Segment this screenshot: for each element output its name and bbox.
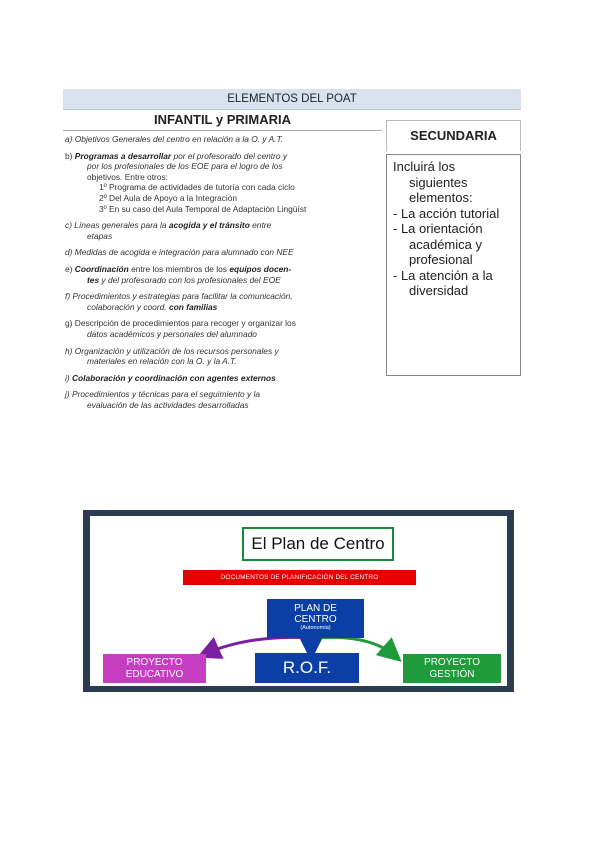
poat-table [63, 89, 521, 451]
list-item: e) Coordinación entre los miembros de los equipos docen- tes y del profesorado con los profesionales del EOE [65, 263, 292, 285]
plan-diagram-canvas [90, 516, 507, 686]
list-item: c) Líneas generales para la acogida y el tránsito entre etapas [65, 220, 272, 241]
list-item: j) Procedimientos y técnicas para el seguimiento y la evaluación de las actividades desarrolladas [65, 389, 261, 410]
poat-items-list [63, 131, 382, 410]
list-item: a) Objetivos Generales del centro en relación a la O. y A.T. [65, 134, 284, 144]
plan-de-centro-diagram [83, 510, 514, 692]
proyecto-gestion-box: PROYECTO GESTIÓN [403, 654, 501, 683]
documentos-banner: DOCUMENTOS DE PLANIFICACIÓN DEL CENTRO [183, 570, 416, 585]
poat-header: ELEMENTOS DEL POAT [63, 89, 521, 110]
plan-de-centro-box: PLAN DE CENTRO (Autonomía) [267, 599, 364, 638]
secundaria-column [386, 110, 521, 451]
list-item: f) Procedimientos y estrategias para facilitar la comunicación, colaboración y coord. con familias [65, 291, 293, 312]
arrow-to-proyecto-educativo [205, 637, 315, 654]
list-item: b) Programas a desarrollar por el profesorado del centro y por los profesionales de los EOE para el logro de los objetivos. Entre otros: 1º Programa de actividades de tutoría con cada ciclo 2º Del Aula de Apoyo a la Integración 3º En su caso del Aula Temporal de Adaptación Lingüíst [65, 150, 307, 214]
rof-box: R.O.F. [255, 653, 359, 683]
list-item: h) Organización y utilización de los recursos personales y materiales en relación con la O. y la A.T. [65, 345, 279, 367]
infantil-primaria-column [63, 110, 382, 451]
secundaria-box: Incluirá los siguientes elementos: - La acción tutorial - La orientación académica y profesional - La atención a la diversidad [386, 154, 521, 376]
secundaria-title: SECUNDARIA [386, 120, 521, 151]
infantil-primaria-title: INFANTIL y PRIMARIA [63, 110, 382, 131]
list-item: i) Colaboración y coordinación con agentes externos [65, 372, 276, 383]
proyecto-educativo-box: PROYECTO EDUCATIVO [103, 654, 206, 683]
list-item: d) Medidas de acogida e integración para alumnado con NEE [65, 247, 294, 258]
list-item: g) Descripción de procedimientos para recoger y organizar los datos académicos y personales del alumnado [65, 318, 296, 339]
plan-title: El Plan de Centro [242, 527, 394, 561]
